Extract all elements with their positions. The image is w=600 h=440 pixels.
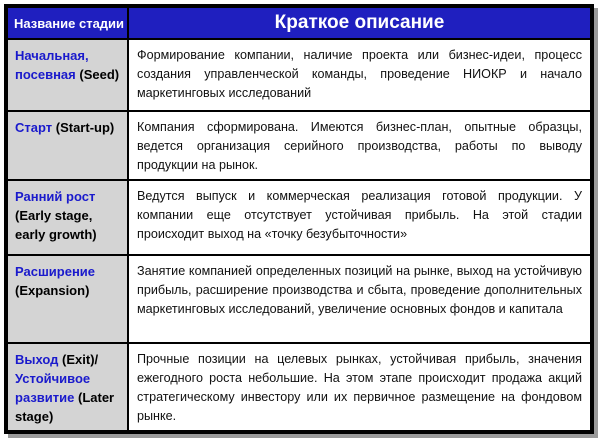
stage-name: Расширение: [15, 263, 96, 279]
stage-description: Компания сформирована. Имеются бизнес-план, опытные образцы, ведется организация серийного производства, работы по выводу продукции на рынок.: [129, 112, 590, 179]
stage-name: Ранний рост: [15, 189, 96, 205]
table-header-row: [8, 8, 590, 38]
stage-name-alt: Устойчивое развитие: [15, 370, 91, 405]
stage-cell: [8, 112, 127, 179]
stage-name-en: (Early stage, early growth): [15, 208, 97, 243]
stage-cell: [8, 256, 127, 342]
stage-description: Формирование компании, наличие проекта или бизнес-идеи, процесс создания управленческой команды, проведение НИОКР и начало маркетинговых исследований: [129, 40, 590, 110]
table-row: [8, 40, 590, 110]
stage-name: Начальная, посевная: [15, 48, 89, 83]
table-row: [8, 112, 590, 179]
table-frame: [4, 4, 594, 434]
stage-cell: [8, 181, 127, 253]
header-stage-name: Название стадии: [8, 8, 127, 38]
stage-name-en: (Seed): [79, 67, 120, 83]
stage-name-en: (Exit)/: [62, 351, 99, 367]
stage-name-en: (Later stage): [15, 389, 115, 424]
stage-name: Старт: [15, 120, 53, 136]
stage-name-en: (Start-up): [55, 120, 115, 136]
stage-description: Ведутся выпуск и коммерческая реализация готовой продукции. У компании еще отсутствует устойчивая прибыль. На этой стадии происходит выход на «точку безубыточности»: [129, 181, 590, 253]
stage-name: Выход: [15, 351, 59, 367]
table-row: [8, 181, 590, 253]
table-row: [8, 256, 590, 342]
stage-description: Занятие компанией определенных позиций на рынке, выход на устойчивую прибыль, расширение производства и сбыта, проведение дополнительных маркетинговых исследований, увеличение основных фондов и капитала: [129, 256, 590, 342]
table-row: [8, 344, 590, 430]
stage-description: Прочные позиции на целевых рынках, устойчивая прибыль, значения ежегодного роста небольшие. На этом этапе происходит продажа акций стратегическому инвестору или их первичное размещение на фондовом рынке.: [129, 344, 590, 430]
stage-name-en: (Expansion): [15, 282, 90, 298]
header-description: Краткое описание: [129, 8, 590, 38]
stage-cell: [8, 40, 127, 110]
stage-cell: [8, 344, 127, 430]
stages-table: [6, 6, 592, 432]
